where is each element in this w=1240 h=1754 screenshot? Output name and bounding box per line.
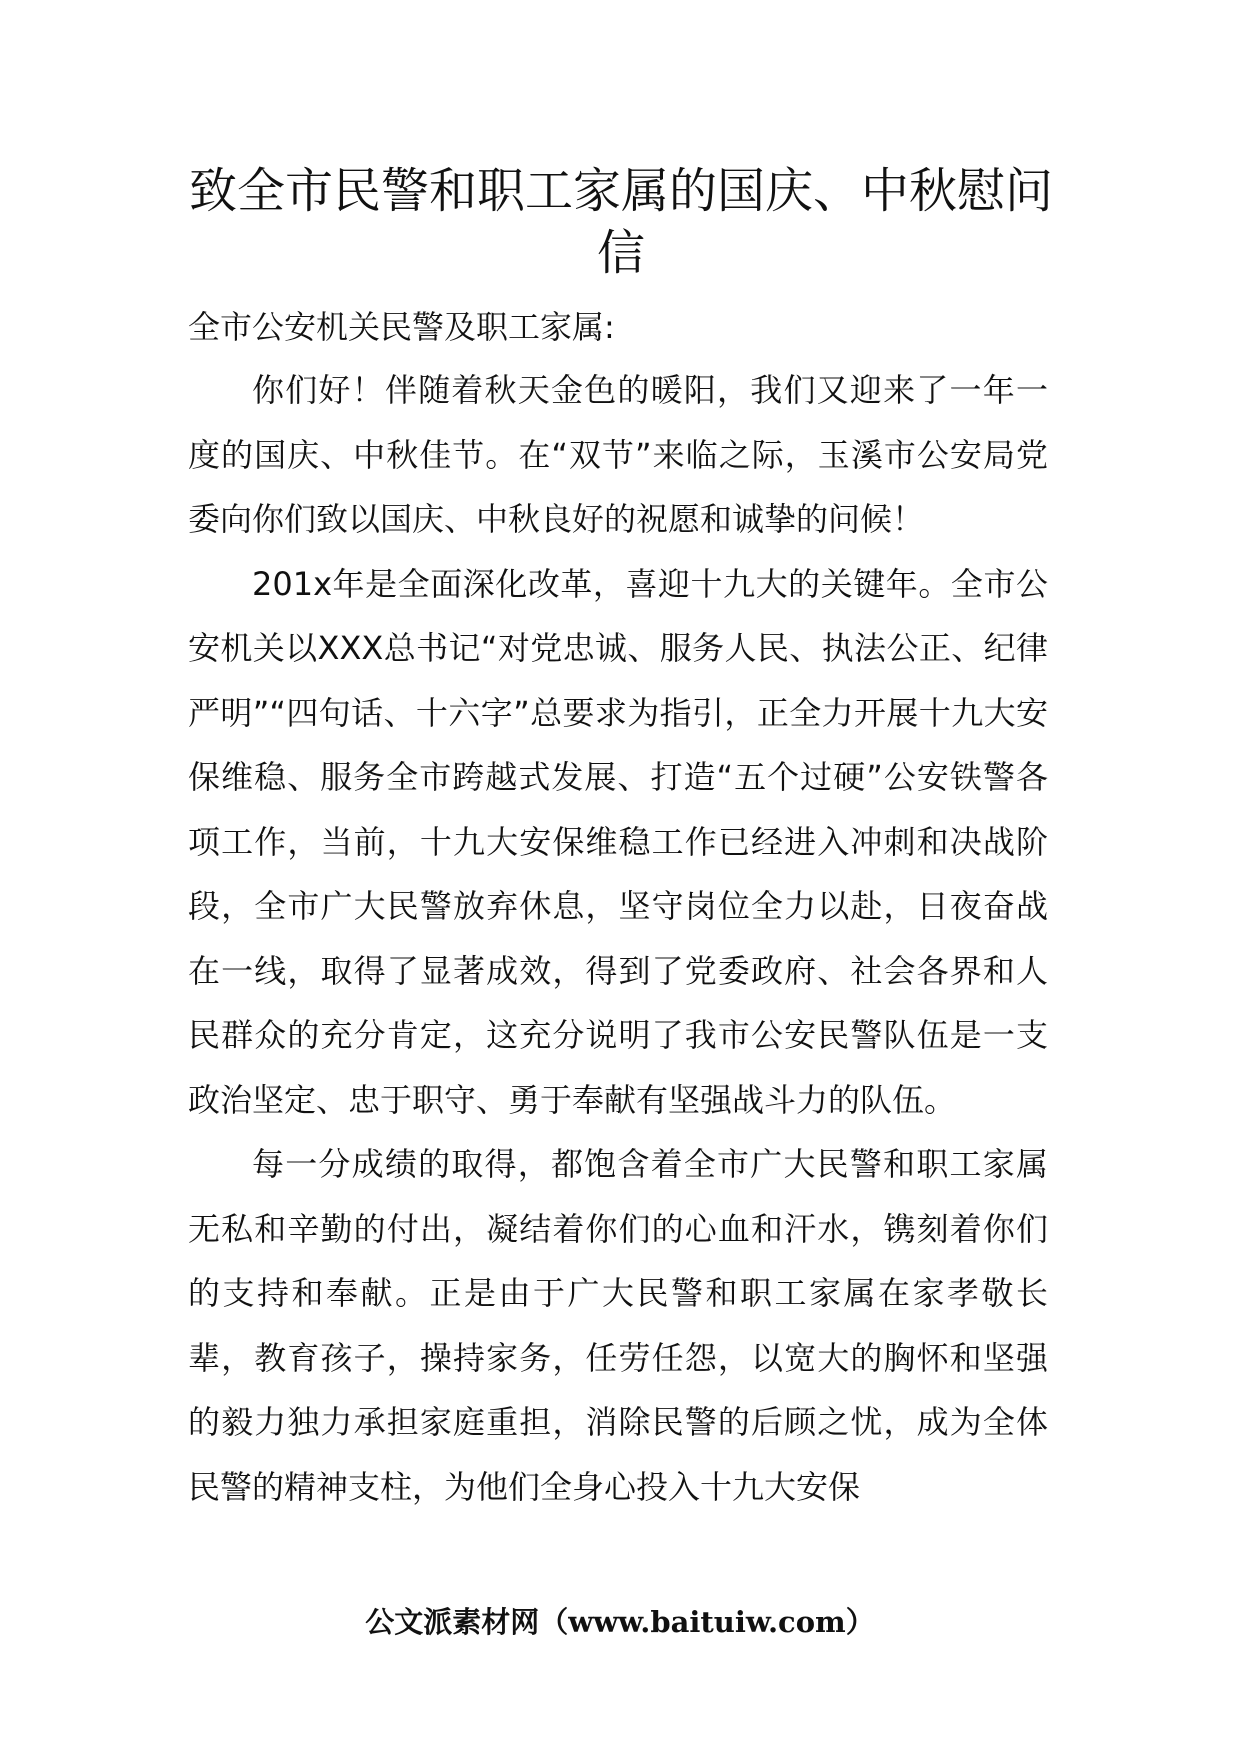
paragraph-greeting: 你们好！伴随着秋天金色的暖阳，我们又迎来了一年一度的国庆、中秋佳节。在“双节”来临之际，玉溪市公安局党委向你们致以国庆、中秋良好的祝愿和诚挚的问候！: [188, 371, 1048, 538]
salutation: 全市公安机关民警及职工家属:: [188, 308, 615, 346]
paragraph-gratitude: 每一分成绩的取得，都饱含着全市广大民警和职工家属无私和辛勤的付出，凝结着你们的心血和汗水，镌刻着你们的支持和奉献。正是由于广大民警和职工家属在家孝敬长辈，教育孩子，操持家务，任劳任怨，以宽大的胸怀和坚强的毅力独力承担家庭重担，消除民警的后顾之忧，成为全体民警的精神支柱，为他们全身心投入十九大安保: [188, 1145, 1048, 1506]
document-title: 致全市民警和职工家属的国庆、中秋慰问信: [188, 163, 1053, 281]
letter-body: [188, 358, 1048, 1519]
footer-watermark: 公文派素材网（www.baituiw.com）: [365, 1605, 875, 1639]
paragraph-achievements: 201x年是全面深化改革，喜迎十九大的关键年。全市公安机关以XXX总书记“对党忠诚、服务人民、执法公正、纪律严明”“四句话、十六字”总要求为指引，正全力开展十九大安保维稳、服务全市跨越式发展、打造“五个过硬”公安铁警各项工作，当前，十九大安保维稳工作已经进入冲刺和决战阶段，全市广大民警放弃休息，坚守岗位全力以赴，日夜奋战在一线，取得了显著成效，得到了党委政府、社会各界和人民群众的充分肯定，这充分说明了我市公安民警队伍是一支政治坚定、忠于职守、勇于奉献有坚强战斗力的队伍。: [188, 564, 1048, 1119]
